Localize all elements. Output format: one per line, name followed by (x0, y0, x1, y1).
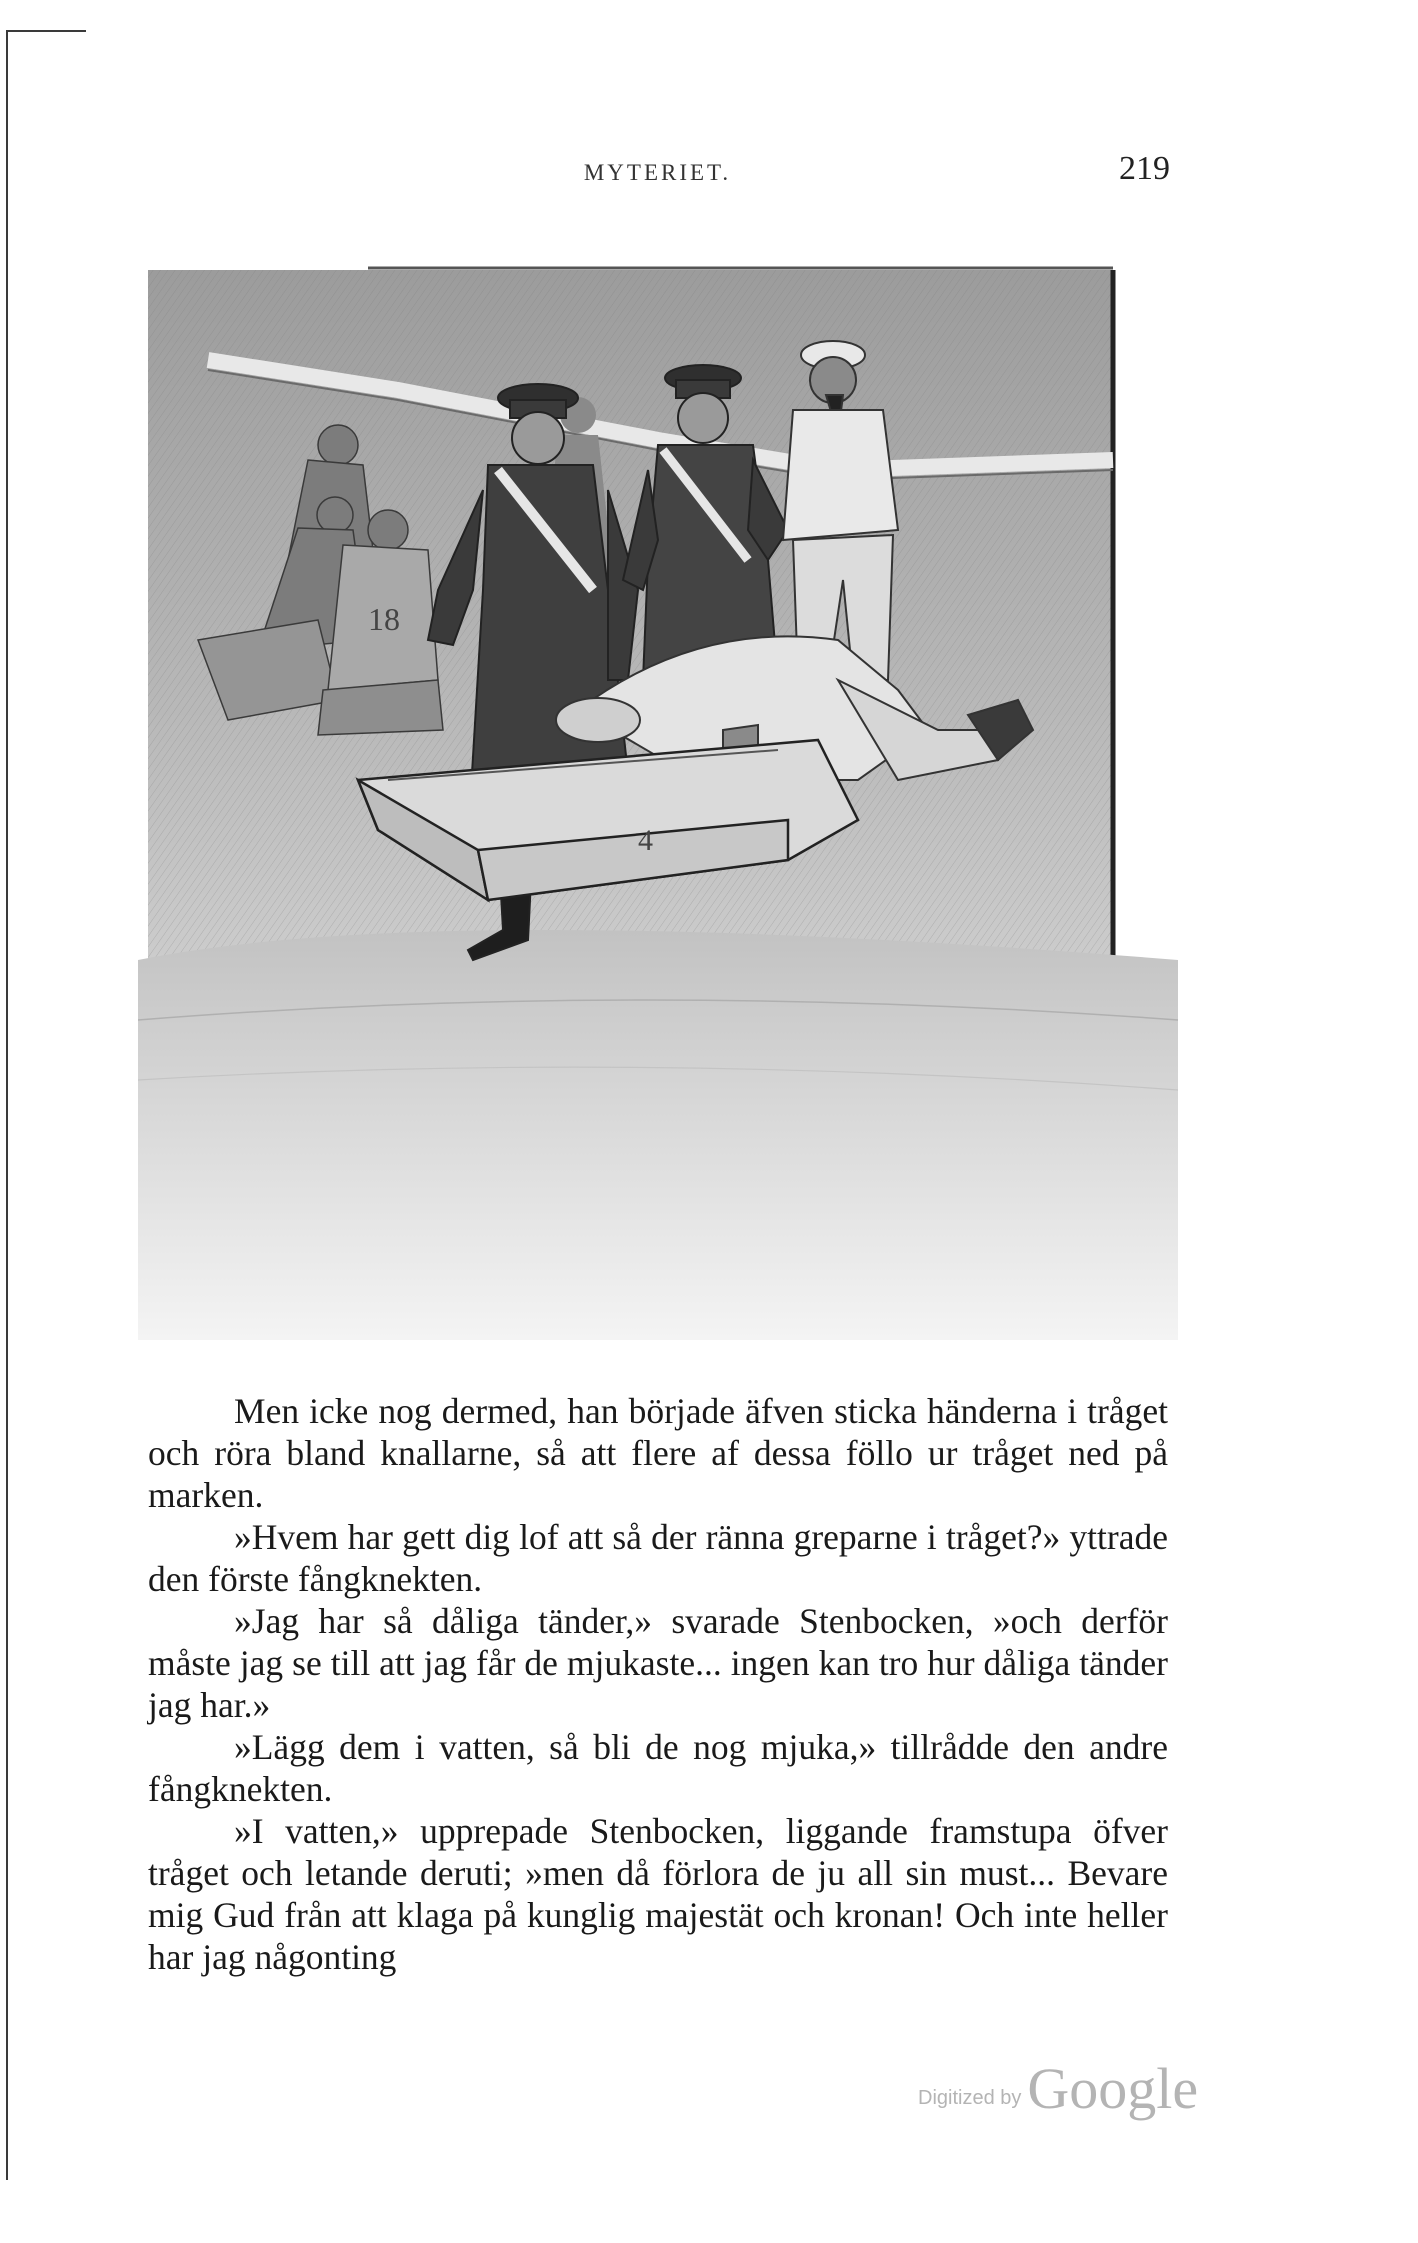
watermark-small: Digitized by (918, 2087, 1022, 2109)
svg-text:4: 4 (638, 824, 653, 857)
paragraph: »Jag har så dåliga tänder,» svarade Stenbocken, »och derför måste jag se till att jag får de mjukaste... ingen kan tro hur dåliga tänder jag har.» (148, 1601, 1168, 1725)
running-title: MYTERIET. (583, 160, 732, 185)
paragraph: »Hvem har gett dig lof att så der ränna greparne i tråget?» yttrade den förste fångknekten. (148, 1517, 1168, 1599)
scan-edge-top (6, 30, 86, 32)
paragraph: »I vatten,» upprepade Stenbocken, liggande framstupa öfver tråget och letande deruti; »men då förlora de ju all sin must... Bevare mig Gud från att klaga på kunglig majestät och kronan! Och inte heller har jag någonting (148, 1811, 1168, 1977)
body-text (148, 1390, 1168, 1978)
paragraph: »Lägg dem i vatten, så bli de nog mjuka,» tillrådde den andre fångknekten. (148, 1727, 1168, 1809)
watermark (918, 2055, 1198, 2122)
prisoner-number: 18 (368, 601, 400, 637)
engraving-illustration-icon (138, 260, 1188, 1340)
paragraph: Men icke nog dermed, han började äfven sticka händerna i tråget och röra bland knallarne, så att flere af dessa föllo ur tråget ned på marken. (148, 1391, 1168, 1515)
watermark-google: Google (1027, 2056, 1199, 2121)
illustration (138, 260, 1188, 1340)
running-head (145, 150, 1170, 200)
page-number: 219 (1119, 150, 1170, 187)
scan-edge-left (6, 30, 8, 2180)
